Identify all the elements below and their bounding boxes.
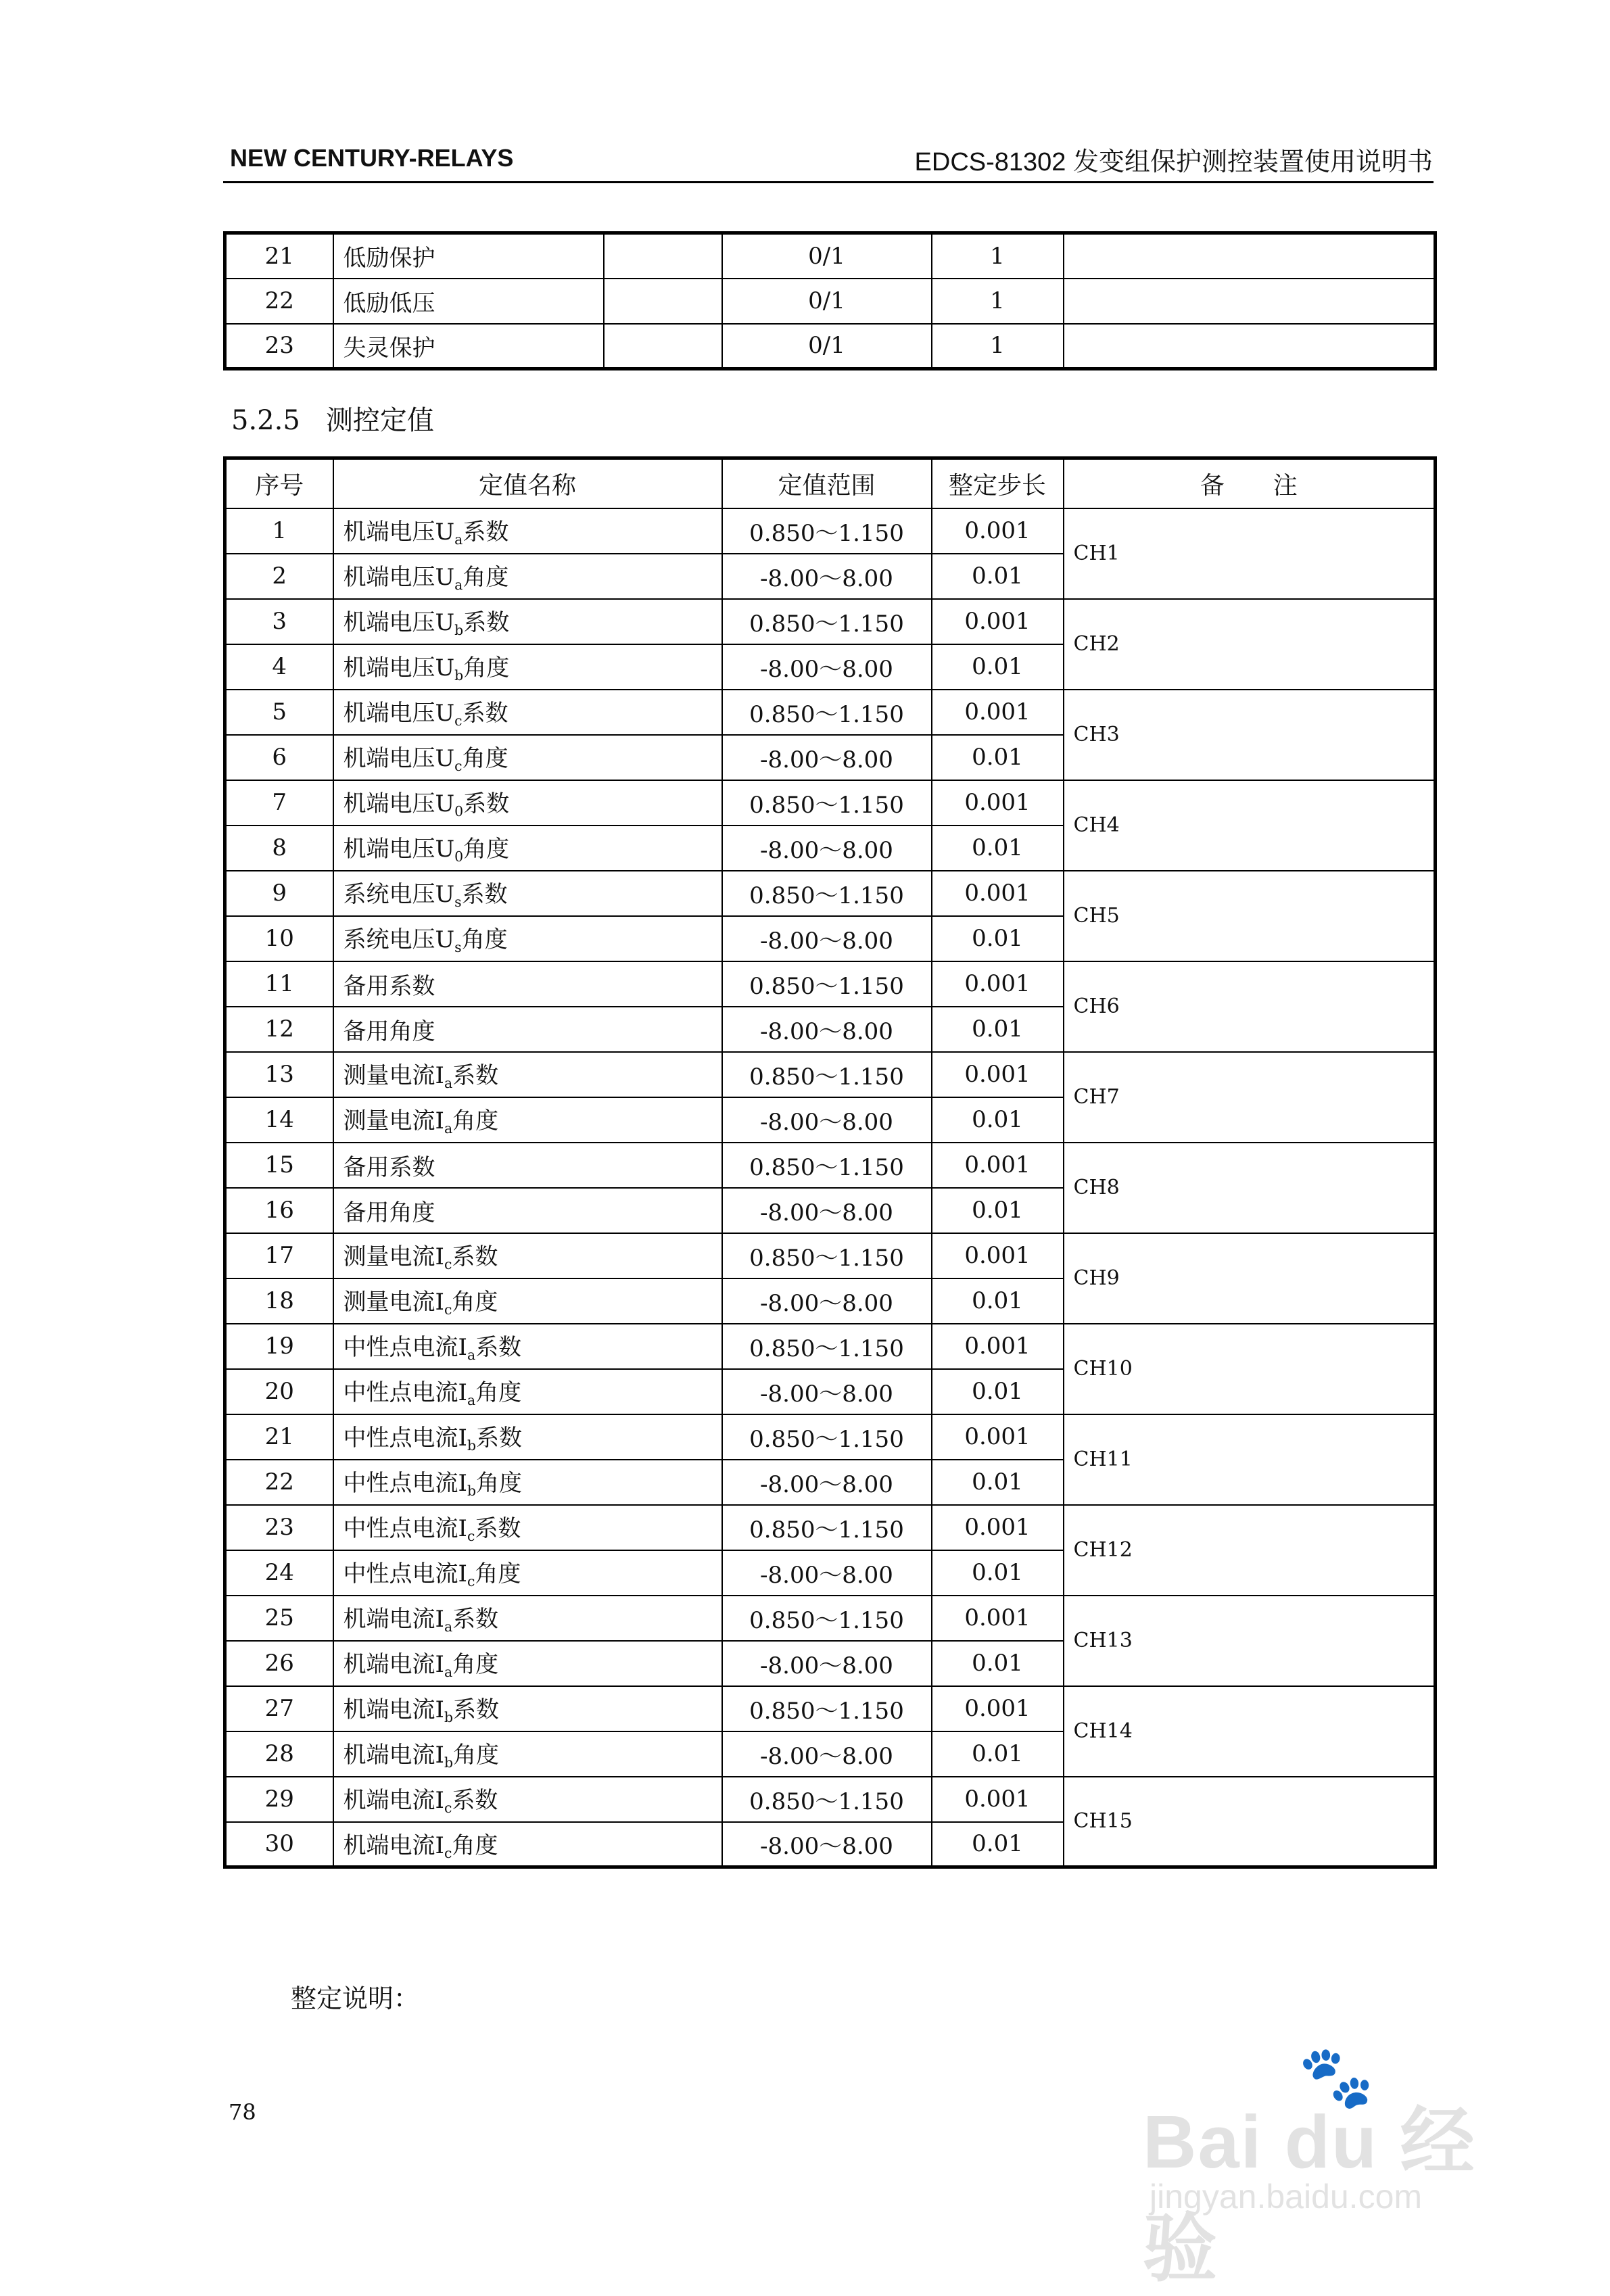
settings-table-continued [223, 231, 1437, 370]
table-row [225, 961, 1436, 1007]
row-no: 22 [225, 1460, 333, 1505]
table-row [225, 1414, 1436, 1460]
channel-subscript: s [454, 894, 462, 911]
row-name: 测量电流$I_c$角度 [333, 1278, 722, 1324]
row-step: 0.001 [932, 1324, 1064, 1369]
channel-subscript: b [467, 1437, 476, 1454]
row-range: -8.00～8.00 [722, 1369, 932, 1414]
table-row [225, 599, 1436, 644]
row-step: 0.01 [932, 916, 1064, 961]
row-name: 机端电流$I_c$系数 [333, 1777, 722, 1822]
row-name: 机端电流$I_c$角度 [333, 1822, 722, 1867]
row-range: 0.850～1.150 [722, 1505, 932, 1550]
row-step: 0.001 [932, 871, 1064, 916]
row-no: 9 [225, 871, 333, 916]
row-no: 15 [225, 1143, 333, 1188]
table-row [225, 324, 1436, 369]
channel-subscript: b [467, 1483, 476, 1500]
row-range: 0.850～1.150 [722, 599, 932, 644]
row-channel-remark: CH15 [1064, 1777, 1436, 1867]
row-no: 13 [225, 1052, 333, 1097]
row-channel-remark: CH11 [1064, 1414, 1436, 1505]
table-row [225, 279, 1436, 324]
row-range: 0.850～1.150 [722, 508, 932, 554]
row-no: 12 [225, 1007, 333, 1052]
row-range: -8.00～8.00 [722, 916, 932, 961]
row-step: 0.01 [932, 1369, 1064, 1414]
row-name: 系统电压$U_s$系数 [333, 871, 722, 916]
row-name: 备用角度 [333, 1007, 722, 1052]
row-range: -8.00～8.00 [722, 1822, 932, 1867]
row-step: 0.001 [932, 780, 1064, 826]
table-row [225, 690, 1436, 735]
row-step: 0.001 [932, 1052, 1064, 1097]
row-range: -8.00～8.00 [722, 1007, 932, 1052]
row-no: 8 [225, 826, 333, 871]
row-step: 0.01 [932, 1007, 1064, 1052]
row-range: 0.850～1.150 [722, 961, 932, 1007]
row-range: -8.00～8.00 [722, 1460, 932, 1505]
row-range: 0.850～1.150 [722, 1143, 932, 1188]
row-name: 机端电流$I_b$系数 [333, 1686, 722, 1731]
row-name: 低励保护 [333, 233, 604, 279]
measurement-settings-table-body [225, 508, 1436, 1867]
table-row [225, 1324, 1436, 1369]
channel-subscript: a [444, 1619, 453, 1635]
row-range: 0.850～1.150 [722, 871, 932, 916]
row-step: 0.001 [932, 1777, 1064, 1822]
section-heading [231, 399, 434, 437]
row-step: 0.01 [932, 1460, 1064, 1505]
row-step: 0.01 [932, 1641, 1064, 1686]
row-range: 0.850～1.150 [722, 1596, 932, 1641]
section-title: 测控定值 [325, 405, 434, 436]
measurement-settings-table [223, 456, 1437, 1869]
row-name: 中性点电流$I_a$系数 [333, 1324, 722, 1369]
row-channel-remark: CH5 [1064, 871, 1436, 961]
channel-subscript: a [454, 577, 463, 594]
row-no: 10 [225, 916, 333, 961]
row-name: 机端电压$U_a$角度 [333, 554, 722, 599]
row-no: 6 [225, 735, 333, 780]
row-no: 17 [225, 1233, 333, 1278]
row-no: 2 [225, 554, 333, 599]
row-channel-remark: CH12 [1064, 1505, 1436, 1596]
row-step: 1 [932, 324, 1064, 369]
channel-subscript: a [467, 1347, 476, 1364]
table-row [225, 1143, 1436, 1188]
row-blank-cell [604, 324, 722, 369]
row-channel-remark: CH8 [1064, 1143, 1436, 1233]
row-range: -8.00～8.00 [722, 1641, 932, 1686]
row-name: 机端电压$U_b$系数 [333, 599, 722, 644]
row-name: 备用系数 [333, 1143, 722, 1188]
row-name: 机端电压$U_0$系数 [333, 780, 722, 826]
channel-subscript: b [454, 667, 464, 684]
baidu-jingyan-watermark [1143, 2042, 1521, 2291]
table-row [225, 233, 1436, 279]
channel-subscript: b [454, 622, 464, 639]
row-step: 0.01 [932, 1097, 1064, 1143]
table-header-row [225, 458, 1436, 508]
row-no: 22 [225, 279, 333, 324]
row-step: 0.01 [932, 826, 1064, 871]
row-name: 机端电流$I_a$系数 [333, 1596, 722, 1641]
row-step: 0.01 [932, 1550, 1064, 1596]
row-blank-cell [604, 279, 722, 324]
row-no: 5 [225, 690, 333, 735]
row-name: 中性点电流$I_b$系数 [333, 1414, 722, 1460]
row-range: -8.00～8.00 [722, 554, 932, 599]
row-blank-cell [604, 233, 722, 279]
table-row [225, 780, 1436, 826]
row-no: 28 [225, 1731, 333, 1777]
row-channel-remark: CH9 [1064, 1233, 1436, 1324]
row-channel-remark: CH10 [1064, 1324, 1436, 1414]
row-no: 4 [225, 644, 333, 690]
row-range: 0.850～1.150 [722, 1233, 932, 1278]
row-no: 26 [225, 1641, 333, 1686]
row-name: 机端电压$U_0$角度 [333, 826, 722, 871]
row-channel-remark: CH2 [1064, 599, 1436, 690]
row-step: 0.001 [932, 1686, 1064, 1731]
row-name: 低励低压 [333, 279, 604, 324]
table-row [225, 1686, 1436, 1731]
row-no: 29 [225, 1777, 333, 1822]
row-step: 0.001 [932, 1505, 1064, 1550]
row-no: 18 [225, 1278, 333, 1324]
row-name: 备用角度 [333, 1188, 722, 1233]
header-divider [223, 181, 1434, 183]
row-range: 0/1 [722, 233, 932, 279]
setting-notes-label: 整定说明： [291, 1984, 420, 2013]
row-range: 0.850～1.150 [722, 1414, 932, 1460]
channel-subscript: c [444, 1301, 452, 1318]
channel-subscript: a [444, 1664, 453, 1681]
channel-subscript: c [467, 1528, 475, 1545]
row-range: 0.850～1.150 [722, 1324, 932, 1369]
row-range: -8.00～8.00 [722, 1550, 932, 1596]
channel-subscript: s [454, 939, 462, 956]
channel-subscript: b [444, 1709, 453, 1726]
row-remark-cell [1064, 279, 1436, 324]
table-row [225, 1233, 1436, 1278]
row-step: 0.001 [932, 1596, 1064, 1641]
row-no: 1 [225, 508, 333, 554]
row-no: 24 [225, 1550, 333, 1596]
table-row [225, 508, 1436, 554]
row-name: 机端电压$U_a$系数 [333, 508, 722, 554]
row-no: 11 [225, 961, 333, 1007]
header-step: 整定步长 [932, 458, 1064, 508]
row-name: 备用系数 [333, 961, 722, 1007]
row-channel-remark: CH7 [1064, 1052, 1436, 1143]
header-name: 定值名称 [333, 458, 722, 508]
row-range: 0.850～1.150 [722, 1052, 932, 1097]
header-manual-title: EDCS-81302 发变组保护测控装置使用说明书 [914, 148, 1433, 176]
header-no: 序号 [225, 458, 333, 508]
channel-subscript: c [444, 1844, 452, 1861]
row-name: 机端电压$U_c$系数 [333, 690, 722, 735]
row-step: 0.01 [932, 1822, 1064, 1867]
row-step: 0.01 [932, 1731, 1064, 1777]
channel-subscript: c [444, 1800, 452, 1817]
paw-icon: 🐾 [1298, 2042, 1375, 2113]
row-channel-remark: CH6 [1064, 961, 1436, 1052]
row-name: 中性点电流$I_c$系数 [333, 1505, 722, 1550]
row-name: 中性点电流$I_c$角度 [333, 1550, 722, 1596]
row-range: -8.00～8.00 [722, 1278, 932, 1324]
row-range: -8.00～8.00 [722, 1097, 932, 1143]
header-remark: 备 注 [1064, 458, 1436, 508]
channel-subscript: a [444, 1120, 453, 1137]
row-step: 1 [932, 233, 1064, 279]
row-step: 0.001 [932, 961, 1064, 1007]
row-no: 30 [225, 1822, 333, 1867]
row-range: 0.850～1.150 [722, 690, 932, 735]
channel-subscript: c [454, 758, 463, 775]
row-no: 25 [225, 1596, 333, 1641]
channel-subscript: 0 [454, 803, 464, 820]
header-company: NEW CENTURY-RELAYS [230, 144, 514, 172]
row-range: -8.00～8.00 [722, 1731, 932, 1777]
channel-subscript: 0 [454, 848, 464, 865]
row-no: 7 [225, 780, 333, 826]
row-range: -8.00～8.00 [722, 826, 932, 871]
row-step: 0.01 [932, 554, 1064, 599]
row-no: 23 [225, 1505, 333, 1550]
row-range: -8.00～8.00 [722, 735, 932, 780]
row-name: 机端电压$U_b$角度 [333, 644, 722, 690]
row-range: 0/1 [722, 324, 932, 369]
row-range: 0/1 [722, 279, 932, 324]
row-step: 0.001 [932, 1414, 1064, 1460]
row-range: 0.850～1.150 [722, 780, 932, 826]
row-name: 中性点电流$I_a$角度 [333, 1369, 722, 1414]
page-number: 78 [229, 2099, 256, 2125]
row-channel-remark: CH13 [1064, 1596, 1436, 1686]
channel-subscript: c [467, 1573, 475, 1590]
row-no: 3 [225, 599, 333, 644]
row-name: 测量电流$I_c$系数 [333, 1233, 722, 1278]
header-range: 定值范围 [722, 458, 932, 508]
row-no: 27 [225, 1686, 333, 1731]
row-channel-remark: CH14 [1064, 1686, 1436, 1777]
row-name: 机端电压$U_c$角度 [333, 735, 722, 780]
table-row [225, 1777, 1436, 1822]
row-name: 系统电压$U_s$角度 [333, 916, 722, 961]
row-no: 21 [225, 1414, 333, 1460]
row-no: 14 [225, 1097, 333, 1143]
channel-subscript: a [444, 1075, 453, 1092]
row-name: 机端电流$I_b$角度 [333, 1731, 722, 1777]
table-row [225, 1052, 1436, 1097]
row-step: 0.001 [932, 1143, 1064, 1188]
row-channel-remark: CH4 [1064, 780, 1436, 871]
row-no: 16 [225, 1188, 333, 1233]
row-no: 21 [225, 233, 333, 279]
table-row [225, 871, 1436, 916]
row-no: 20 [225, 1369, 333, 1414]
row-remark-cell [1064, 233, 1436, 279]
watermark-url: jingyan.baidu.com [1150, 2178, 1423, 2216]
channel-subscript: b [444, 1754, 453, 1771]
row-step: 0.001 [932, 1233, 1064, 1278]
row-no: 19 [225, 1324, 333, 1369]
row-channel-remark: CH3 [1064, 690, 1436, 780]
channel-subscript: a [454, 531, 463, 548]
row-step: 0.01 [932, 1188, 1064, 1233]
row-range: -8.00～8.00 [722, 644, 932, 690]
row-name: 机端电流$I_a$角度 [333, 1641, 722, 1686]
channel-subscript: c [454, 713, 463, 730]
row-name: 中性点电流$I_b$角度 [333, 1460, 722, 1505]
row-name: 测量电流$I_a$系数 [333, 1052, 722, 1097]
row-range: 0.850～1.150 [722, 1686, 932, 1731]
row-no: 23 [225, 324, 333, 369]
row-name: 测量电流$I_a$角度 [333, 1097, 722, 1143]
table-row [225, 1505, 1436, 1550]
settings-table-continued-body [225, 233, 1436, 369]
row-step: 0.01 [932, 1278, 1064, 1324]
row-step: 0.01 [932, 644, 1064, 690]
row-step: 0.001 [932, 599, 1064, 644]
row-step: 0.01 [932, 735, 1064, 780]
row-remark-cell [1064, 324, 1436, 369]
row-channel-remark: CH1 [1064, 508, 1436, 599]
row-name: 失灵保护 [333, 324, 604, 369]
row-step: 0.001 [932, 508, 1064, 554]
watermark-logo-text: Bai du 经验 [1143, 2101, 1476, 2291]
section-number: 5.2.5 [231, 405, 300, 436]
row-range: -8.00～8.00 [722, 1188, 932, 1233]
row-step: 1 [932, 279, 1064, 324]
channel-subscript: c [444, 1256, 452, 1273]
table-row [225, 1596, 1436, 1641]
row-step: 0.001 [932, 690, 1064, 735]
row-range: 0.850～1.150 [722, 1777, 932, 1822]
channel-subscript: a [467, 1392, 476, 1409]
